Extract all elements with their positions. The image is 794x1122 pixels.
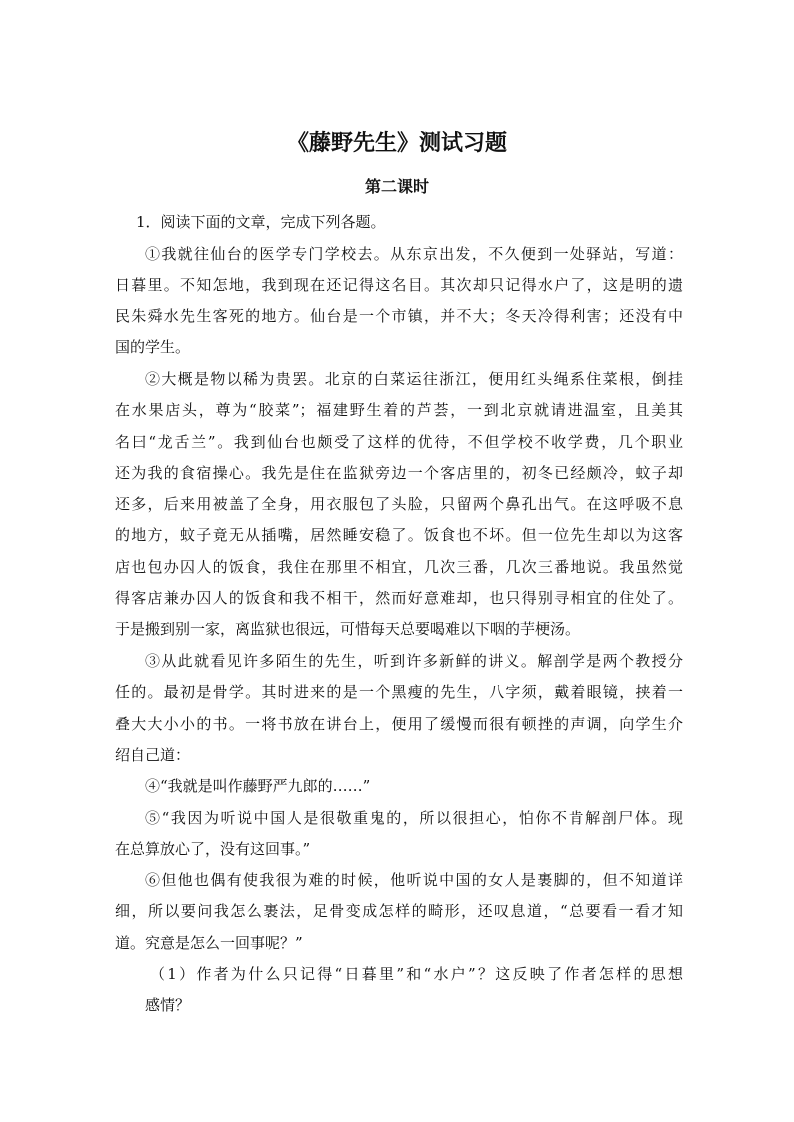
paragraph-line: 任的。最初是骨学。其时进来的是一个黑瘦的先生，八字须，戴着眼镜，挟着一 [115,683,683,702]
paragraph-line: 在水果店头，尊为“胶菜”；福建野生着的芦荟，一到北京就请进温室，且美其 [115,401,683,420]
paragraph-line: ①我就往仙台的医学专门学校去。从东京出发，不久便到一处驿站，写道： [145,244,683,263]
paragraph-6 [115,865,683,959]
sub-question-1 [115,959,683,1022]
paragraph-2 [115,364,683,646]
paragraph-1 [115,239,683,364]
paragraph-line: ④“我就是叫作藤野严九郎的……” [145,777,371,795]
paragraph-line: ③从此就看见许多陌生的先生，听到许多新鲜的讲义。解剖学是两个教授分 [145,652,683,670]
question-intro: 1．阅读下面的文章，完成下列各题。 [136,213,386,231]
paragraph-line: 的地方，蚊子竟无从插嘴，居然睡安稳了。饭食也不坏。但一位先生却以为这客 [115,526,683,545]
sub-question-line: （1）作者为什么只记得“日暮里”和“水户”？这反映了作者怎样的思想 [150,965,683,983]
document-title: 《藤野先生》测试习题 [286,130,507,156]
paragraph-line: 日暮里。不知怎地，我到现在还记得这名目。其次却只记得水户了，这是明的遗 [115,275,683,294]
paragraph-3 [115,646,683,771]
paragraph-line: 店也包办囚人的饭食，我住在那里不相宜，几次三番，几次三番地说。我虽然觉 [115,557,683,576]
paragraph-line: ⑥但他也偶有使我很为难的时候，他听说中国的女人是裹脚的，但不知道详 [145,871,683,889]
paragraph-line: 还多，后来用被盖了全身，用衣服包了头脸，只留两个鼻孔出气。在这呼吸不息 [115,495,683,514]
paragraph-line: ⑤“我因为听说中国人是很敬重鬼的，所以很担心，怕你不肯解剖尸体。现 [145,809,683,827]
paragraph-line: 国的学生。 [115,338,191,357]
paragraph-line: 在总算放心了，没有这回事。” [115,840,311,859]
paragraph-line: 细，所以要问我怎么裹法，足骨变成怎样的畸形，还叹息道，“总要看一看才知 [115,902,683,921]
paragraph-line: 名曰“龙舌兰”。我到仙台也颇受了这样的优待，不但学校不收学费，几个职业 [115,432,683,451]
paragraph-4 [115,771,683,802]
paragraph-line: ②大概是物以稀为贵罢。北京的白菜运往浙江，便用红头绳系住菜根，倒挂 [145,370,683,388]
paragraph-line: 还为我的食宿操心。我先是住在监狱旁边一个客店里的，初冬已经颇冷，蚊子却 [115,463,683,482]
paragraph-line: 民朱舜水先生客死的地方。仙台是一个市镇，并不大；冬天冷得利害；还没有中 [115,307,683,326]
paragraph-line: 道。究意是怎么一回事呢？” [115,933,303,952]
paragraph-line: 得客店兼办囚人的饭食和我不相干，然而好意难却，也只得别寻相宜的住处了。 [115,589,683,608]
paragraph-5 [115,803,683,866]
sub-question-line: 感情？ [145,996,191,1015]
document-subtitle: 第二课时 [364,177,429,196]
paragraph-line: 叠大大小小的书。一将书放在讲台上，便用了缓慢而很有顿挫的声调，向学生介 [115,714,683,733]
paragraph-line: 绍自己道： [115,745,191,764]
question-intro-block [115,207,683,238]
paragraph-line: 于是搬到别一家，离监狱也很远，可惜每天总要喝难以下咽的芋梗汤。 [115,620,581,639]
